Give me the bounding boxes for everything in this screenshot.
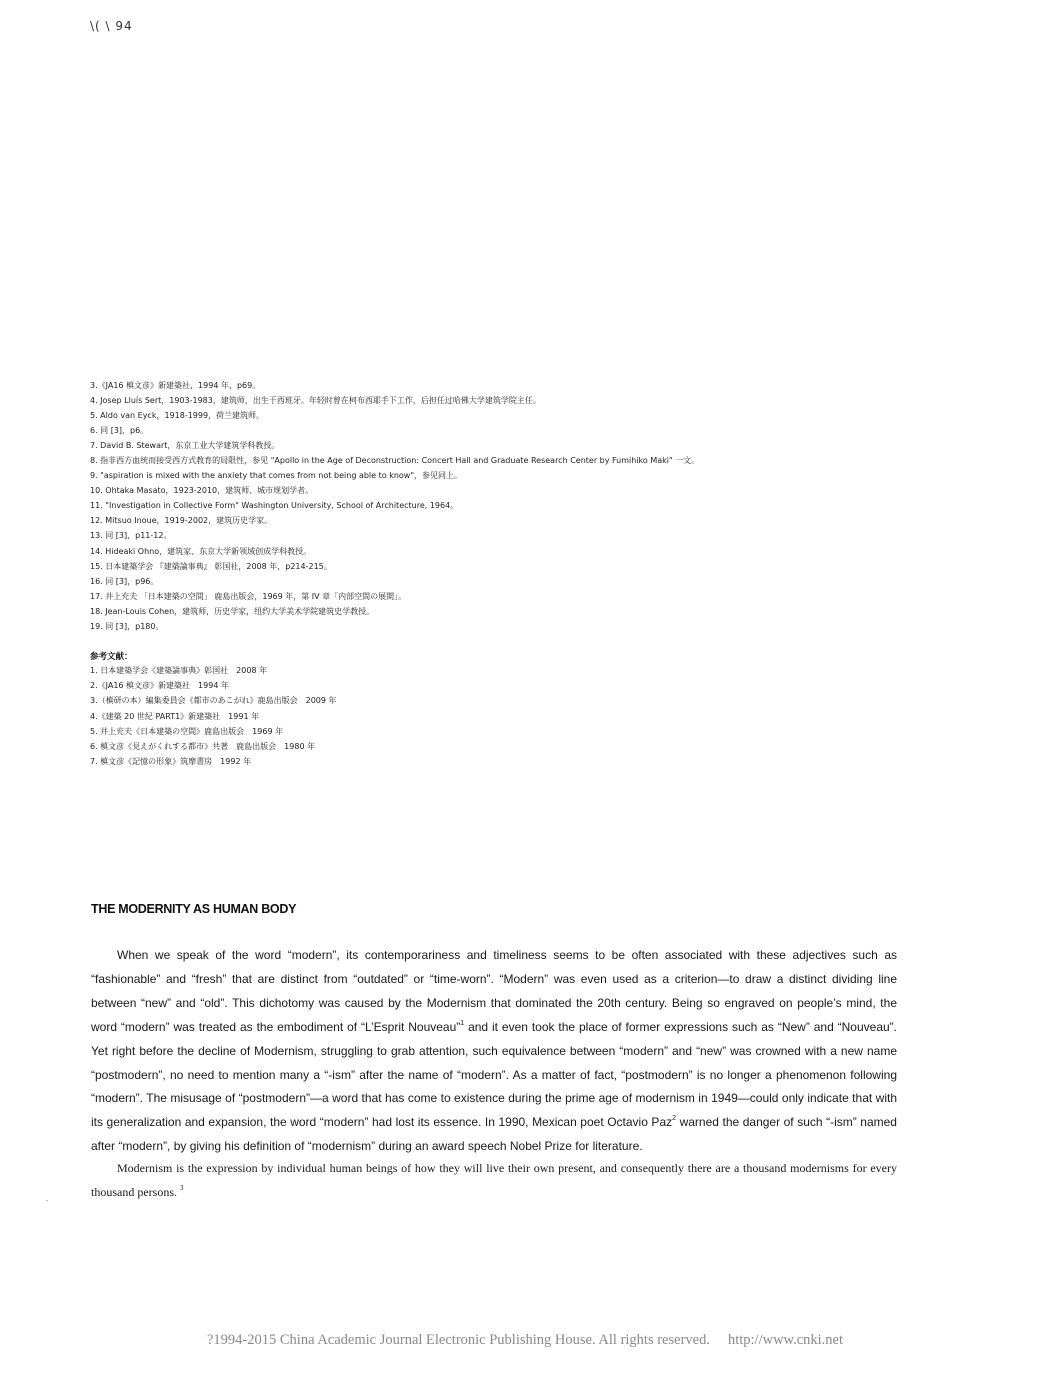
paragraph-text: warned the danger of such “-ism” named after “modern”, by giving his definition of “modernism” during an award speech Nobel Prize for literature. bbox=[91, 1115, 897, 1154]
footnote-item: 9. "aspiration is mixed with the anxiety that comes from not being able to know"，参见同上。 bbox=[90, 471, 463, 481]
footnote-item: 19. 同 [3]，p180。 bbox=[90, 621, 164, 631]
footnote-item: 15. 日本建築学会 『建築論事典』 彰国社，2008 年，p214-215。 bbox=[90, 561, 332, 571]
footnote-item: 13. 同 [3]，p11-12。 bbox=[90, 531, 172, 541]
footnote-item: 7. David B. Stewart，东京工业大学建筑学科教授。 bbox=[90, 441, 280, 451]
paragraph-text: When we speak of the word “modern”, its contemporariness and timeliness seems to be often associated with these adjectives such as “fashionable” and “fresh” that are distinct from “outdated” or “time-worn”. “Modern” was even used as a criterion—to draw a distinct dividing line between “new” and “old”. This dichotomy was caused by the Modernism that dominated the 20th century. Being so engraved on people’s mind, the word “modern” was treated as the embodiment of “L’Esprit Nouveau” bbox=[91, 948, 897, 1034]
article-title: THE MODERNITY AS HUMAN BODY bbox=[91, 902, 297, 916]
footnote-ref: 3 bbox=[180, 1183, 184, 1192]
block-quote bbox=[91, 1157, 897, 1205]
footnote-item: 18. Jean-Louis Cohen，建筑师，历史学家，纽约大学美术学院建筑史学教授。 bbox=[90, 606, 375, 616]
reference-item: 6. 槙文彦《見えがくれする都市》共著 鹿島出版会 1980 年 bbox=[90, 742, 316, 752]
references-list bbox=[90, 663, 337, 769]
footnote-item: 6. 同 [3]，p6。 bbox=[90, 426, 149, 436]
footnote-item: 12. Mitsuo Inoue，1919-2002，建筑历史学家。 bbox=[90, 516, 273, 526]
reference-item: 5. 井上充夫《日本建築の空間》鹿島出版会 1969 年 bbox=[90, 726, 284, 736]
reference-item: 3.（槙研の本）編集委員会《都市のあこがれ》鹿島出版会 2009 年 bbox=[90, 696, 337, 706]
footnote-item: 16. 同 [3]，p96。 bbox=[90, 576, 159, 586]
copyright-footer bbox=[0, 1332, 1050, 1349]
reference-item: 7. 槙文彦《記憶の形象》筑摩書房 1992 年 bbox=[90, 757, 252, 767]
footnote-item: 3.《JA16 槙文彦》新建築社，1994 年，p69。 bbox=[90, 381, 261, 390]
quote-text: Modernism is the expression by individual human beings of how they will live their own present, and consequently there are a thousand modernisms for every thousand persons. bbox=[91, 1161, 897, 1199]
article-paragraph bbox=[91, 944, 897, 1159]
footnote-item: 14. Hideaki Ohno，建筑家、东京大学新领域创成学科教授。 bbox=[90, 546, 312, 556]
footer-url: http://www.cnki.net bbox=[727, 1332, 843, 1348]
footnote-item: 4. Josep Lluís Sert，1903-1983，建筑师，出生于西班牙。年轻时曾在柯布西耶手下工作，后担任过哈佛大学建筑学院主任。 bbox=[90, 396, 541, 406]
footnote-ref: 2 bbox=[672, 1115, 677, 1123]
reference-item: 2.《JA16 槙文彦》新建築社 1994 年 bbox=[90, 681, 229, 691]
reference-item: 4.《建築 20 世紀 PART1》新建築社 1991 年 bbox=[90, 711, 260, 721]
footnote-item: 11. "Investigation in Collective Form" Washington University, School of Architecture, 1964。 bbox=[90, 501, 459, 511]
footnote-item: 8. 指非西方血统而接受西方式教育的局限性，参见 "Apollo in the Age of Deconstruction: Concert Hall and Graduate Research Center by Fumihiko Maki" 一文。 bbox=[90, 456, 700, 466]
references-heading: 参考文献： bbox=[90, 652, 133, 662]
footnotes-list bbox=[90, 378, 870, 634]
footnote-item: 17. 井上充夫 「日本建築の空間」 鹿島出版会，1969 年，第 IV 章「内部空間の展開」。 bbox=[90, 591, 407, 601]
reference-item: 1. 日本建築学会《建築論事典》彰国社 2008 年 bbox=[90, 666, 268, 675]
page-number-header: \( \ 94 bbox=[90, 19, 133, 33]
footnote-item: 5. Aldo van Eyck，1918-1999，荷兰建筑师。 bbox=[90, 411, 265, 421]
footnote-item: 10. Ohtaka Masato，1923-2010，建筑师、城市规划学者。 bbox=[90, 486, 314, 496]
paragraph-text: and it even took the place of former expressions such as “New” and “Nouveau”. Yet right before the decline of Modernism, struggling to grab attention, such equivalence between “modern” and “new” was crowned with a new name “postmodern”, no need to mention many a “-ism” after the name of “modern”. As a matter of fact, “postmodern” is no longer a phenomenon following “modern”. The misusage of “postmodern”—a word that has come to existence during the prime age of modernism in 1949—could only indicate that with its generalization and expansion, the word “modern” had lost its essence. In 1990, Mexican poet Octavio Paz bbox=[91, 1019, 898, 1130]
footnote-ref: 1 bbox=[460, 1019, 465, 1027]
copyright-text: ?1994-2015 China Academic Journal Electronic Publishing House. All rights reserved. bbox=[206, 1332, 710, 1348]
scan-artifact bbox=[46, 1200, 48, 1201]
